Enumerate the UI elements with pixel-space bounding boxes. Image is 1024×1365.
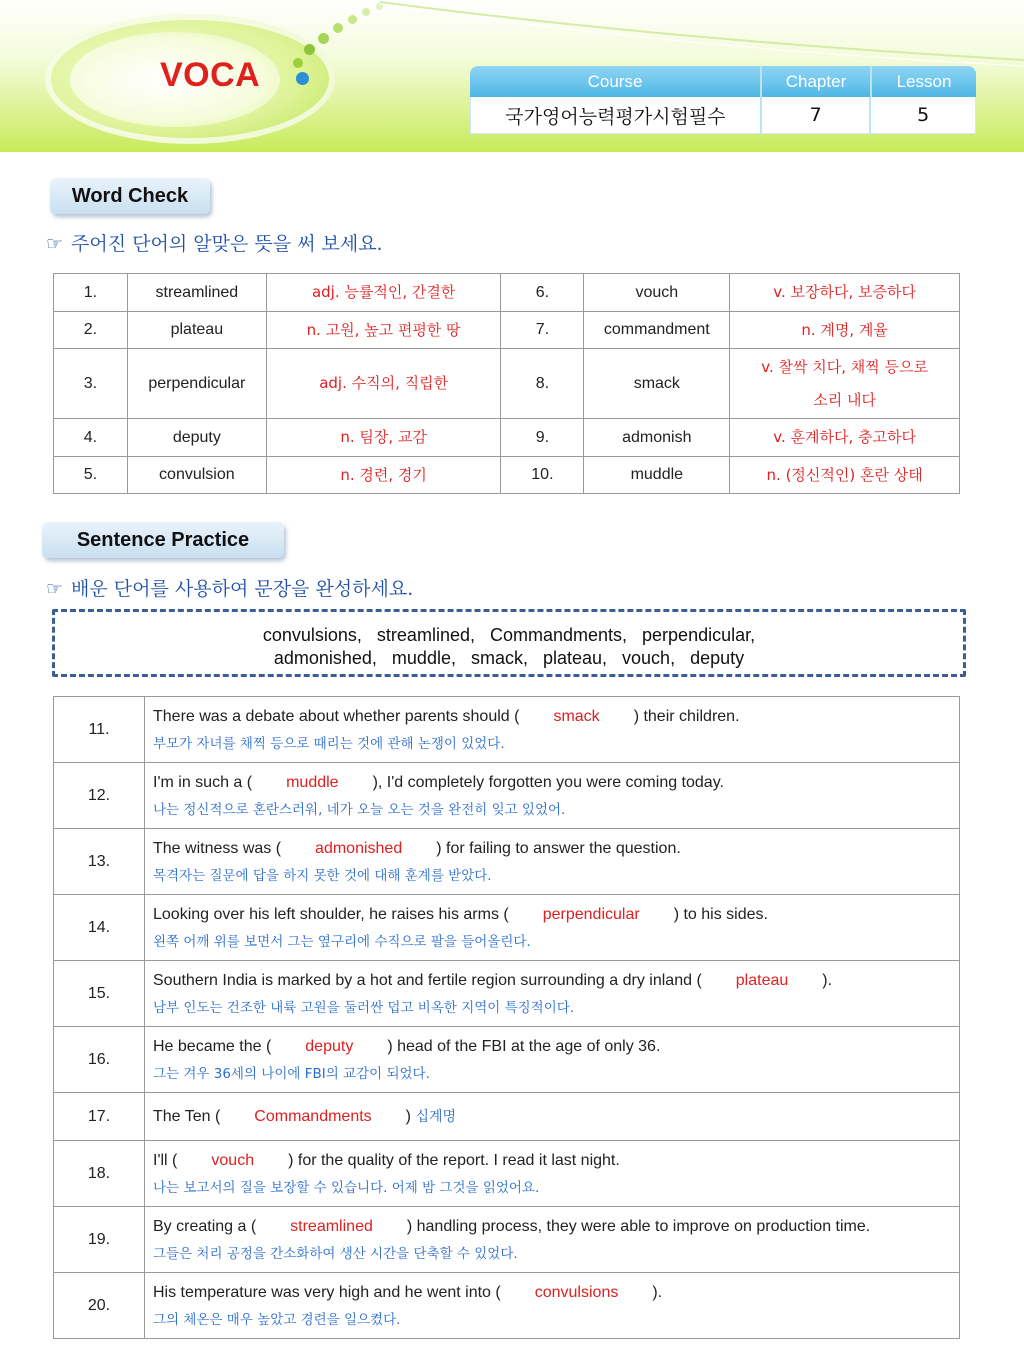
lesson-value: 5 [917,104,930,126]
answer-text: admonished [315,839,403,857]
pointing-hand-icon: ☞ [46,233,64,255]
word-meaning-line: v. 찰싹 치다, 채찍 등으로 [761,357,928,376]
sentence-cell [145,895,960,961]
word: streamlined [127,274,266,312]
sentence-number: 15. [54,961,145,1027]
sentence-number: 11. [54,697,145,763]
decor-dot [348,15,357,24]
word-check-title: Word Check [50,178,210,214]
sentence-text: ) head of the FBI at the age of only 36. [387,1037,661,1055]
table-row [54,1207,960,1273]
answer-text: Commandments [254,1107,372,1125]
word-number: 7. [501,312,584,349]
sentence-text: ) handling process, they were able to improve on production time. [406,1217,871,1235]
word: plateau [127,312,266,349]
sentence-text: Southern India is marked by a hot and fertile region surrounding a dry inland ( [153,971,702,989]
sentence-english [153,838,959,860]
instruction-text: 주어진 단어의 알맞은 뜻을 써 보세요. [71,233,383,255]
sentence-cell [145,1093,960,1141]
word-number: 3. [54,349,128,419]
word-bank [52,609,966,677]
table-row [54,419,960,457]
header-banner [0,0,1024,152]
answer-text: smack [553,707,600,725]
chapter-value: 7 [809,104,822,126]
word-bank-line: convulsions, streamlined, Commandments, perpendicular, [262,625,756,645]
sentence-text: ) their children. [633,707,740,725]
table-row [54,1093,960,1141]
table-row [54,349,960,419]
sentence-text: ) to his sides. [673,905,768,923]
word-meaning: n. 계명, 계율 [730,312,960,349]
word-number: 2. [54,312,128,349]
sentence-korean: 그의 체온은 매우 높았고 경련을 일으켰다. [153,1311,401,1328]
sentence-english [153,1106,959,1128]
table-row [54,1141,960,1207]
word: vouch [584,274,730,312]
sentence-korean: 목격자는 질문에 답을 하지 못한 것에 대해 훈계를 받았다. [153,867,492,884]
table-row [54,697,960,763]
sentence-practice-instruction [46,574,413,601]
word-meaning: n. 고원, 높고 편평한 땅 [266,312,501,349]
decor-dot [318,33,329,44]
lesson-label: Lesson [896,71,952,91]
word-meaning: adj. 수직의, 직립한 [266,349,501,419]
sentence-table [53,696,960,1339]
answer-text: streamlined [290,1217,373,1235]
sentence-cell [145,1141,960,1207]
word-number: 10. [501,457,584,494]
sentence-number: 19. [54,1207,145,1273]
word-meaning [730,349,960,419]
table-row [54,763,960,829]
sentence-text: There was a debate about whether parents should ( [153,707,520,725]
decor-swoosh [370,0,1024,70]
sentence-english [153,1036,959,1058]
decor-dot [293,58,303,68]
sentence-cell [145,1207,960,1273]
sentence-number: 17. [54,1093,145,1141]
word: muddle [584,457,730,494]
sentence-korean: 그들은 처리 공정을 간소화하여 생산 시간을 단축할 수 있었다. [153,1245,518,1262]
word-number: 4. [54,419,128,457]
word: admonish [584,419,730,457]
word-bank-line: admonished, muddle, smack, plateau, vouch, deputy [273,648,745,668]
word-number: 9. [501,419,584,457]
word-check-instruction [46,229,383,256]
table-row [54,457,960,494]
decor-dot [362,8,370,16]
sentence-cell [145,697,960,763]
word-number: 5. [54,457,128,494]
sentence-korean: 남부 인도는 건조한 내륙 고원을 둘러싼 덥고 비옥한 지역이 특징적이다. [153,999,575,1016]
table-row [54,1027,960,1093]
decor-dot [333,23,343,33]
sentence-cell [145,1273,960,1339]
word: deputy [127,419,266,457]
sentence-text: ) for failing to answer the question. [436,839,681,857]
table-row [54,1273,960,1339]
decor-dot [296,72,309,85]
course-info-box [470,66,976,133]
sentence-cell [145,1027,960,1093]
sentence-number: 20. [54,1273,145,1339]
sentence-text: ), I'd completely forgotten you were coming today. [372,773,724,791]
answer-text: vouch [211,1151,255,1169]
course-info-values [470,97,976,134]
sentence-text: The Ten ( [153,1107,221,1125]
word: smack [584,349,730,419]
course-info-header [470,66,976,97]
sentence-text: ) [405,1107,411,1125]
sentence-practice-title: Sentence Practice [42,522,284,558]
answer-text: deputy [305,1037,354,1055]
sentence-cell [145,763,960,829]
answer-text: convulsions [534,1283,619,1301]
sentence-english [153,772,959,794]
decor-dot [304,44,315,55]
sentence-number: 18. [54,1141,145,1207]
table-row [54,829,960,895]
answer-text: perpendicular [542,905,640,923]
word-number: 6. [501,274,584,312]
instruction-text: 배운 단어를 사용하여 문장을 완성하세요. [71,578,414,600]
sentence-english [153,1216,959,1238]
table-row [54,274,960,312]
word-number: 8. [501,349,584,419]
sentence-number: 13. [54,829,145,895]
answer-text: muddle [286,773,339,791]
word-meaning: n. (정신적인) 혼란 상태 [730,457,960,494]
word: convulsion [127,457,266,494]
sentence-number: 12. [54,763,145,829]
word: commandment [584,312,730,349]
sentence-english [153,904,959,926]
table-row [54,961,960,1027]
sentence-text: By creating a ( [153,1217,257,1235]
chapter-label: Chapter [785,71,847,91]
sentence-text: ) for the quality of the report. I read it last night. [288,1151,620,1169]
sentence-english [153,1150,959,1172]
sentence-korean: 십계명 [415,1108,457,1125]
word-meaning-line: 소리 내다 [813,390,876,409]
sentence-text: ). [652,1283,663,1301]
sentence-text: The witness was ( [153,839,282,857]
sentence-text: I'm in such a ( [153,773,253,791]
sentence-korean: 왼쪽 어깨 위를 보면서 그는 옆구리에 수직으로 팔을 들어올린다. [153,933,531,950]
sentence-english [153,970,959,992]
course-value: 국가영어능력평가시험필수 [505,105,726,128]
word-meaning: v. 훈계하다, 충고하다 [730,419,960,457]
sentence-text: Looking over his left shoulder, he raises his arms ( [153,905,509,923]
sentence-cell [145,961,960,1027]
table-row [54,312,960,349]
pointing-hand-icon: ☞ [46,578,64,600]
sentence-text: ). [822,971,833,989]
sentence-text: He became the ( [153,1037,272,1055]
course-label: Course [587,71,643,91]
word-meaning: v. 보장하다, 보증하다 [730,274,960,312]
sentence-text: His temperature was very high and he went into ( [153,1283,501,1301]
sentence-english [153,1282,959,1304]
word: perpendicular [127,349,266,419]
word-meaning: adj. 능률적인, 간결한 [266,274,501,312]
word-check-table [53,273,960,494]
sentence-korean: 나는 보고서의 질을 보장할 수 있습니다. 어제 밤 그것을 읽었어요. [153,1179,540,1196]
sentence-number: 14. [54,895,145,961]
sentence-english [153,706,959,728]
word-meaning: n. 팀장, 교감 [266,419,501,457]
word-meaning: n. 경련, 경기 [266,457,501,494]
answer-text: plateau [735,971,789,989]
table-row [54,895,960,961]
sentence-korean: 그는 겨우 36세의 나이에 FBI의 교감이 되었다. [153,1065,430,1082]
sentence-cell [145,829,960,895]
sentence-korean: 나는 정신적으로 혼란스러워, 네가 오늘 오는 것을 완전히 잊고 있었어. [153,801,566,818]
word-number: 1. [54,274,128,312]
sentence-korean: 부모가 자녀를 채찍 등으로 때리는 것에 관해 논쟁이 있었다. [153,735,505,752]
sentence-number: 16. [54,1027,145,1093]
voca-logo: VOCA [160,56,261,94]
sentence-text: I'll ( [153,1151,178,1169]
